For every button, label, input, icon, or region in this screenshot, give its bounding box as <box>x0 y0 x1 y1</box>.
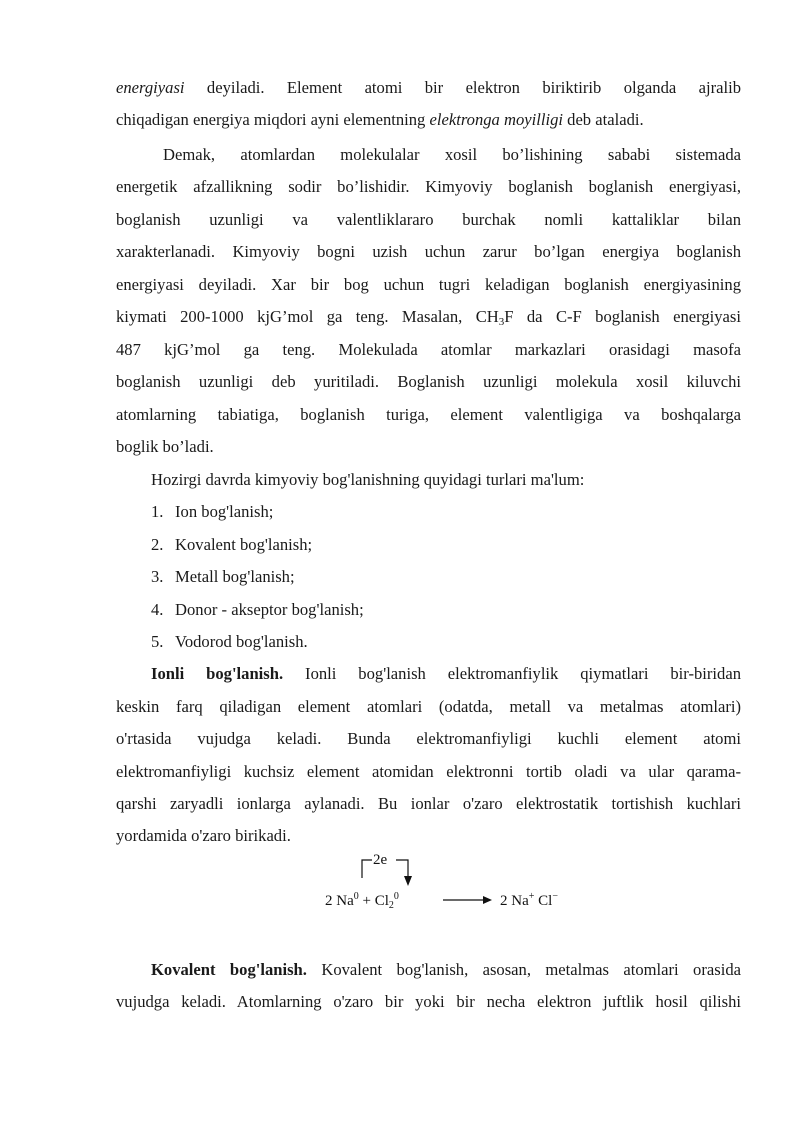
list-item: 1. Ion bog'lanish; <box>151 502 274 521</box>
paragraph-line: Demak, atomlardan molekulalar xosil bo’lishining sababi sistemada <box>163 145 741 164</box>
paragraph-line: yordamida o'zaro birikadi. <box>116 826 291 845</box>
paragraph-line: elektromanfiyligi kuchsiz element atomidan elektronni tortib oladi va ular qarama- <box>116 762 741 781</box>
products: 2 Na+ Cl− <box>500 891 558 909</box>
section-heading: Kovalent bog'lanish. <box>151 960 307 979</box>
italic-term: elektronga moyilligi <box>429 110 563 129</box>
italic-term: energiyasi <box>116 78 185 97</box>
paragraph-line: o'rtasida vujudga keladi. Bunda elektromanfiyligi kuchli element atomi <box>116 729 741 748</box>
paragraph-line: boglanish uzunligi deb yuritiladi. Boglanish uzunligi molekula xosil kiluvchi <box>116 372 741 391</box>
reactants: 2 $Na^0 + Cl_2^0$ <box>325 891 399 911</box>
paragraph-line: keskin farq qiladigan element atomlari (odatda, metall va metalmas atomlari) <box>116 697 741 716</box>
paragraph-line: xarakterlanadi. Kimyoviy bogni uzish uchun zarur bo’lgan energiya boglanish <box>116 242 741 261</box>
paragraph-line: energetik afzallikning sodir bo’lishidir. Kimyoviy boglanish boglanish energiyasi, <box>116 177 741 196</box>
paragraph-line: Kovalent bog'lanish. Kovalent bog'lanish, asosan, metalmas atomlari orasida <box>151 960 741 979</box>
reaction-arrow-icon <box>483 896 492 904</box>
paragraph-line: atomlarning tabiatiga, boglanish turiga, element valentligiga va boshqalarga <box>116 405 741 424</box>
paragraph-line: energiyasi deyiladi. Xar bir bog uchun tugri keladigan boglanish energiyasining <box>116 275 741 294</box>
list-intro: Hozirgi davrda kimyoviy bog'lanishning quyidagi turlari ma'lum: <box>151 470 585 489</box>
paragraph-line: boglik bo’ladi. <box>116 437 214 456</box>
paragraph-line: energiyasi deyiladi. Element atomi bir elektron biriktirib olganda ajralib <box>116 78 741 97</box>
list-item: 3. Metall bog'lanish; <box>151 567 295 586</box>
electron-label: 2e <box>373 852 388 868</box>
paragraph-line: 487 kjG’mol ga teng. Molekulada atomlar markazlari orasidagi masofa <box>116 340 741 359</box>
paragraph-line: Ionli bog'lanish. Ionli bog'lanish elektromanfiylik qiymatlari bir-biridan <box>151 664 741 683</box>
section-heading: Ionli bog'lanish. <box>151 664 284 683</box>
list-item: 5. Vodorod bog'lanish. <box>151 632 308 651</box>
paragraph-line: chiqadigan energiya miqdori ayni elementning elektronga moyilligi deb ataladi. <box>116 110 644 129</box>
list-item: 2. Kovalent bog'lanish; <box>151 535 313 554</box>
paragraph-line: vujudga keladi. Atomlarning o'zaro bir yoki bir necha elektron juftlik hosil qilishi <box>116 992 741 1011</box>
list-item: 4. Donor - akseptor bog'lanish; <box>151 600 364 619</box>
reaction-equation <box>320 850 590 920</box>
paragraph-line: boglanish uzunligi va valentliklararo burchak nomli kattaliklar bilan <box>116 210 741 229</box>
paragraph-line: kiymati 200-1000 kjG’mol ga teng. Masalan, $CH_3F$ da C-F boglanish energiyasi <box>116 307 741 328</box>
paragraph-line: qarshi zaryadli ionlarga aylanadi. Bu ionlar o'zaro elektrostatik tortishish kuchlari <box>116 794 741 813</box>
